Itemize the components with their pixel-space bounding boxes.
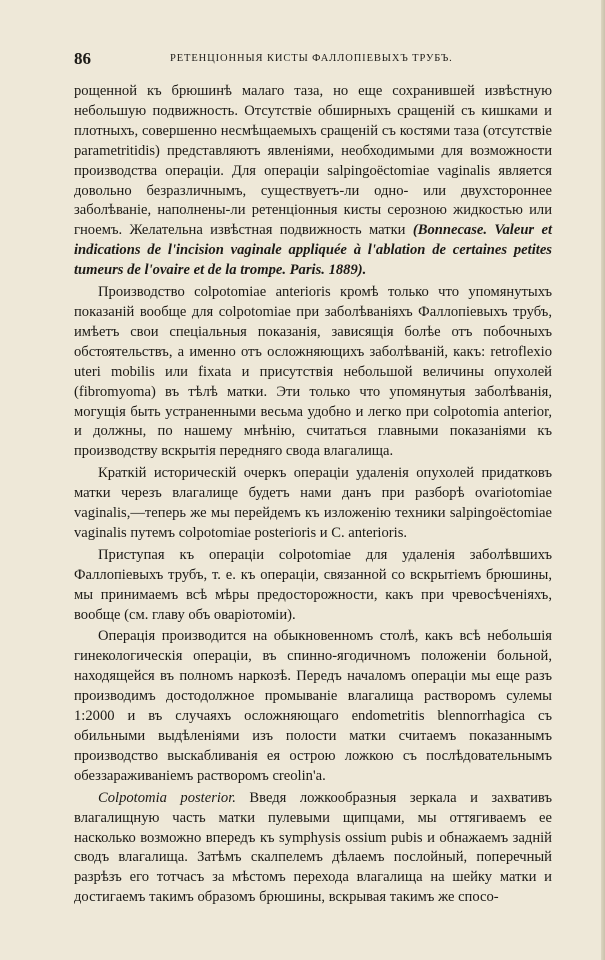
body-text [74, 82, 552, 908]
paragraph-3: Краткій историческій очеркъ операціи удаленія опухолей придатковъ матки черезъ влагалище будетъ нами данъ при разборѣ ovariotomiae vaginalis,—теперь же мы перейдемъ къ изложенію техники salpingoёctomiae vaginalis путемъ colpotomiae posterioris и C. anterioris. [74, 465, 552, 541]
section-subheading: Colpotomia posterior. [98, 789, 236, 806]
page-edge-shadow [601, 0, 605, 960]
paragraph-1-text: рощенной къ брюшинѣ малаго таза, но еще сохранившей извѣстную небольшую подвижность. Отсутствіе обширныхъ сращеній съ кишками и плотныхъ, совершенно несмѣщаемыхъ сращеній съ костями таза (отсутствіе parametritidis) представляютъ явленіями, необходимыми для возможности производства операціи. Для операціи salpingoёctomiae vaginalis является довольно безразличнымъ, существуетъ-ли одно- или двухстороннее заболѣваніе, наполнены-ли ретенціонныя кисты серозною жидкостью или гноемъ. Желательна извѣстная подвижность матки [74, 83, 552, 239]
paragraph-2: Производство colpotomiae anterioris кромѣ только что упомянутыхъ показаній вообще для colpotomiae при заболѣваніяхъ Фаллопіевыхъ трубъ, имѣетъ свои спеціальныя показанія, зависящія болѣе отъ побочныхъ обстоятельствъ, а именно отъ осложняющихъ заболѣваній, какъ: retroflexio uteri mobilis или fixata и присутствія небольшой величины опухолей (fibromyoma) въ тѣлѣ матки. Эти только что упомянутыя заболѣванія, могущія быть устраненными весьма удобно и легко при colpotomia anterior, и должны, по нашему мнѣнію, считаться главными показаніями къ производству вскрытія передняго свода влагалища. [74, 284, 552, 460]
running-head [74, 48, 552, 70]
paragraph-5: Операція производится на обыкновенномъ столѣ, какъ всѣ небольшія гинекологическія операціи, въ спинно-ягодичномъ положеніи больной, находящейся въ полномъ наркозѣ. Передъ началомъ операціи мы еще разъ производимъ достодолжное промываніе влагалища растворомъ сулемы 1:2000 и въ случаяхъ осложняющаго endometritis blennorrhagica съ обильными выдѣленіями изъ полости матки считаемъ показаннымъ производство выскабливанія ея острою ложкою съ послѣдовательнымъ обеззараживаніемъ растворомъ creolin'a. [74, 628, 552, 784]
paragraph-6-text: Введя ложкообразныя зеркала и захвативъ влагалищную часть матки пулевыми щипцами, мы оттягиваемъ ее насколько возможно впередъ къ symphysis ossium pubis и обнажаемъ задній сводъ влагалища. Затѣмъ скалпелемъ дѣлаемъ послойный, поперечный разрѣзъ его тотчасъ за мѣстомъ перехода влагалища на шейку матки и достигаемъ такимъ образомъ брюшины, вскрывая такимъ же спосо- [74, 789, 552, 906]
running-title: РЕТЕНЦІОННЫЯ КИСТЫ ФАЛЛОПІЕВЫХЪ ТРУБЪ. [170, 53, 453, 64]
paragraph-4: Приступая къ операціи colpotomiae для удаленія заболѣвшихъ Фаллопіевыхъ трубъ, т. е. къ операціи, связанной со вскрытіемъ брюшины, мы принимаемъ всѣ мѣры предосторожности, какъ при чревосѣченіяхъ, вообще (см. главу объ оваріотоміи). [74, 546, 552, 623]
bibliographic-reference: (Bonnecase. Valeur et indications de l'incision vaginale appliquée à l'ablation de certaines petites tumeurs de l'ovaire et de la trompe. Paris. 1889). [74, 222, 552, 279]
page-number: 86 [74, 49, 91, 68]
paragraph-6 [74, 789, 552, 908]
paragraph-1 [74, 82, 552, 281]
